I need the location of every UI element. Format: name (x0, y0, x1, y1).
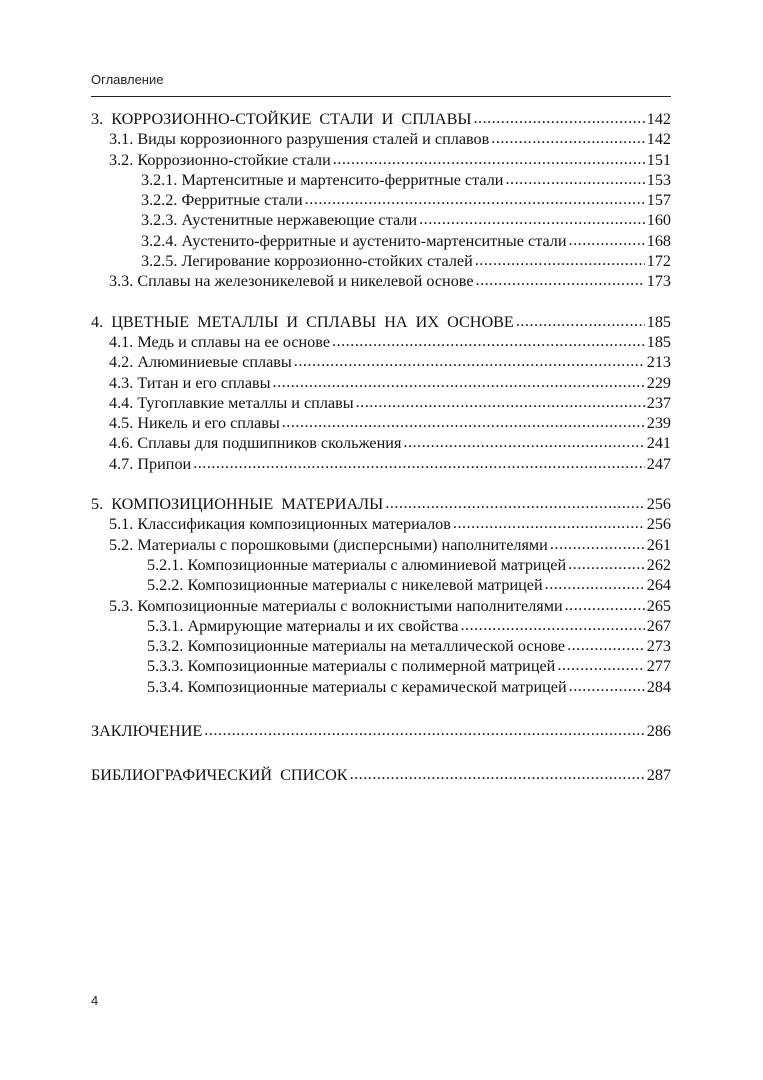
toc-entry-conclusion[interactable] (91, 721, 671, 741)
toc-entry-page: 273 (646, 637, 671, 656)
toc-entry-label: 4. ЦВЕТНЫЕ МЕТАЛЛЫ И СПЛАВЫ НА ИХ ОСНОВЕ (91, 312, 514, 331)
toc-entry-label: 3.2. Коррозионно-стойкие стали (109, 150, 331, 169)
toc-entry-label: 5.3.3. Композиционные материалы с полимерной матрицей (147, 657, 556, 676)
toc-entry-page: 237 (646, 393, 671, 412)
toc-entry-label: 3.2.2. Ферритные стали (141, 191, 303, 210)
toc-entry-label: 3.2.3. Аустенитные нержавеющие стали (141, 211, 418, 230)
toc-leader-dots (385, 493, 644, 513)
toc-entry-page: 286 (646, 722, 671, 741)
toc-entry-4-1[interactable] (91, 332, 671, 352)
toc-entry-label: 5.3. Композиционные материалы с волокнистыми наполнителями (109, 596, 563, 615)
toc-leader-dots (476, 270, 645, 290)
toc-entry-label: ЗАКЛЮЧЕНИЕ (91, 722, 203, 741)
toc-entry-bibliography[interactable] (91, 765, 671, 785)
page-number: 4 (91, 993, 99, 1008)
toc-entry-chapter-3[interactable] (91, 109, 671, 129)
table-of-contents (91, 109, 671, 786)
toc-leader-dots (568, 554, 645, 574)
toc-leader-dots (333, 149, 645, 169)
toc-entry-page: 157 (646, 191, 671, 210)
toc-entry-3-2-1[interactable] (91, 170, 671, 190)
toc-leader-dots (350, 764, 645, 784)
toc-entry-page: 261 (646, 535, 671, 554)
toc-entry-page: 277 (646, 657, 671, 676)
toc-entry-5-2-2[interactable] (91, 575, 671, 595)
toc-entry-page: 241 (646, 434, 671, 453)
toc-entry-3-2-5[interactable] (91, 251, 671, 271)
toc-entry-5-3[interactable] (91, 596, 671, 616)
toc-leader-dots (305, 189, 645, 209)
toc-entry-label: 4.5. Никель и его сплавы (109, 414, 280, 433)
toc-entry-page: 287 (646, 766, 671, 785)
toc-entry-label: 3.2.1. Мартенситные и мартенсито-ферритные стали (141, 170, 504, 189)
toc-entry-page: 256 (646, 515, 671, 534)
toc-entry-label: 3. КОРРОЗИОННО-СТОЙКИЕ СТАЛИ И СПЛАВЫ (91, 110, 472, 128)
toc-entry-label: 4.3. Титан и его сплавы (109, 373, 271, 392)
toc-entry-chapter-4[interactable] (91, 312, 671, 332)
toc-entry-3-2[interactable] (91, 150, 671, 170)
toc-entry-label: 4.6. Сплавы для подшипников скольжения (109, 434, 402, 453)
toc-entry-page: 173 (646, 272, 671, 291)
toc-entry-label: 3.3. Сплавы на железоникелевой и никелевой основе (109, 272, 474, 291)
toc-entry-label: 4.7. Припои (109, 454, 192, 473)
toc-entry-label: 4.1. Медь и сплавы на ее основе (109, 332, 331, 351)
toc-leader-dots (516, 311, 645, 331)
toc-entry-page: 262 (646, 555, 671, 574)
toc-leader-dots (282, 412, 645, 432)
toc-entry-chapter-5[interactable] (91, 494, 671, 514)
toc-entry-label: 3.1. Виды коррозионного разрушения сталей и сплавов (109, 130, 490, 149)
toc-leader-dots (475, 250, 645, 270)
toc-entry-label: БИБЛИОГРАФИЧЕСКИЙ СПИСОК (91, 766, 348, 785)
toc-entry-page: 264 (646, 576, 671, 595)
toc-entry-3-3[interactable] (91, 271, 671, 291)
toc-entry-3-1[interactable] (91, 129, 671, 149)
toc-entry-label: 3.2.5. Легирование коррозионно-стойких сталей (141, 252, 473, 271)
toc-leader-dots (557, 655, 644, 675)
toc-leader-dots (332, 331, 645, 351)
toc-entry-label: 5.3.2. Композиционные материалы на металлической основе (147, 637, 566, 656)
toc-entry-page: 239 (646, 414, 671, 433)
toc-entry-5-3-1[interactable] (91, 616, 671, 636)
toc-leader-dots (294, 351, 645, 371)
toc-entry-label: 5.2.2. Композиционные материалы с никелевой матрицей (147, 576, 543, 595)
toc-entry-page: 168 (646, 231, 671, 250)
toc-entry-5-3-2[interactable] (91, 636, 671, 656)
toc-entry-page: 185 (646, 332, 671, 351)
toc-entry-page: 142 (646, 130, 671, 149)
toc-leader-dots (565, 595, 645, 615)
toc-entry-label: 5.2.1. Композиционные материалы с алюминиевой матрицей (147, 555, 567, 574)
toc-leader-dots (403, 432, 644, 452)
toc-entry-4-5[interactable] (91, 413, 671, 433)
toc-leader-dots (567, 635, 645, 655)
toc-entry-page: 185 (646, 312, 671, 331)
toc-entry-page: 247 (646, 454, 671, 473)
toc-leader-dots (460, 615, 644, 635)
toc-leader-dots (419, 209, 645, 229)
toc-leader-dots (569, 230, 645, 250)
toc-entry-label: 5.3.4. Композиционные материалы с керамической матрицей (147, 677, 567, 696)
toc-entry-3-2-4[interactable] (91, 231, 671, 251)
toc-entry-page: 153 (646, 170, 671, 189)
toc-entry-3-2-3[interactable] (91, 210, 671, 230)
toc-entry-page: 160 (646, 211, 671, 230)
toc-leader-dots (473, 108, 644, 128)
toc-entry-page: 265 (646, 596, 671, 615)
toc-leader-dots (453, 513, 645, 533)
toc-entry-page: 284 (646, 677, 671, 696)
toc-leader-dots (545, 574, 645, 594)
toc-entry-page: 256 (646, 495, 671, 514)
toc-entry-page: 267 (646, 616, 671, 635)
toc-leader-dots (491, 128, 644, 148)
toc-entry-5-2-1[interactable] (91, 555, 671, 575)
toc-entry-page: 229 (646, 373, 671, 392)
toc-leader-dots (273, 372, 645, 392)
running-header (91, 68, 671, 97)
toc-leader-dots (505, 169, 644, 189)
toc-leader-dots (204, 720, 644, 740)
toc-entry-5-3-4[interactable] (91, 677, 671, 697)
toc-entry-label: 5.3.1. Армирующие материалы и их свойства (147, 616, 459, 635)
toc-leader-dots (550, 534, 645, 554)
toc-leader-dots (569, 676, 645, 696)
toc-entry-page: 142 (646, 110, 671, 128)
toc-leader-dots (193, 453, 645, 473)
toc-entry-label: 3.2.4. Аустенито-ферритные и аустенито-мартенситные стали (141, 231, 567, 250)
toc-leader-dots (356, 392, 645, 412)
toc-entry-page: 213 (646, 353, 671, 372)
running-header-title: Оглавление (91, 72, 164, 87)
toc-entry-page: 151 (646, 150, 671, 169)
toc-entry-label: 4.4. Тугоплавкие металлы и сплавы (109, 393, 354, 412)
toc-entry-label: 4.2. Алюминиевые сплавы (109, 353, 292, 372)
toc-entry-label: 5.2. Материалы с порошковыми (дисперсными) наполнителями (109, 535, 548, 554)
toc-entry-3-2-2[interactable] (91, 190, 671, 210)
toc-entry-5-2[interactable] (91, 535, 671, 555)
toc-entry-page: 172 (646, 252, 671, 271)
toc-entry-label: 5.1. Классификация композиционных материалов (109, 515, 451, 534)
toc-entry-5-3-3[interactable] (91, 656, 671, 676)
toc-entry-4-2[interactable] (91, 352, 671, 372)
toc-entry-4-4[interactable] (91, 393, 671, 413)
toc-entry-label: 5. КОМПОЗИЦИОННЫЕ МАТЕРИАЛЫ (91, 495, 384, 514)
toc-entry-4-3[interactable] (91, 373, 671, 393)
toc-entry-5-1[interactable] (91, 514, 671, 534)
toc-entry-4-7[interactable] (91, 454, 671, 474)
toc-entry-4-6[interactable] (91, 433, 671, 453)
